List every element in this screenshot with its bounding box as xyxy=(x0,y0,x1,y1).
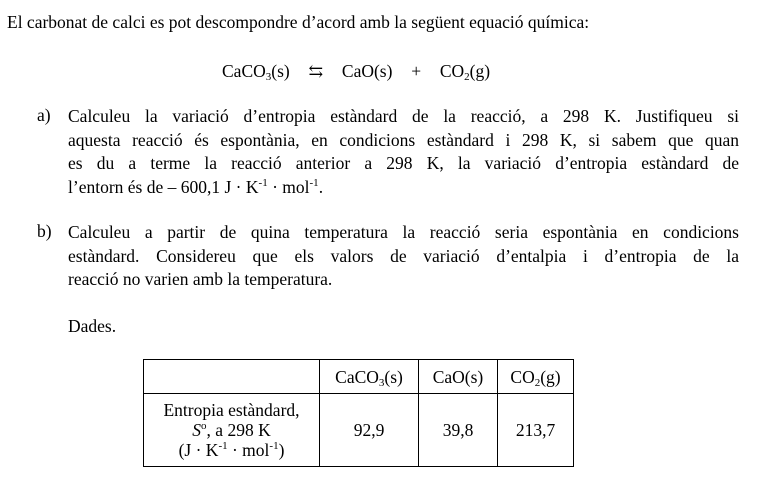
part-b-line: estàndard. Considereu que els valors de variació d’entalpia i d’entropia de la xyxy=(68,245,739,266)
dades-label: Dades. xyxy=(68,316,117,336)
part-a-line: es du a terme la reacció anterior a 298 K, la variació d’entropia estàndard de xyxy=(68,153,739,173)
header-co2: $CO_2(g)$ xyxy=(498,360,574,394)
part-a-line: l’entorn és de – 600,1 $J \cdot K^{-1} \cdot mol^{-1}$. xyxy=(68,176,324,197)
value-caco3: 92,9 xyxy=(320,394,419,467)
header-caco3: CaCO$_3$(s) xyxy=(320,360,419,394)
part-b-line: Calculeu a partir de quina temperatura la reacció seria espontània en condicions xyxy=(68,222,739,242)
product-cao: CaO(s) xyxy=(341,61,393,81)
part-a-line: aquesta reacció és espontània, en condicions estàndard i 298 K, si sabem que quan xyxy=(68,129,739,150)
intro-text: El carbonat de calci es pot descompondre d’acord amb la següent equació química: xyxy=(7,12,590,32)
reactant: CaCO$_3$(s) xyxy=(222,61,290,83)
header-cao: CaO(s) xyxy=(419,360,498,394)
equilibrium-arrow: ⇆ xyxy=(308,61,324,81)
data-table xyxy=(143,359,574,467)
value-cao: 39,8 xyxy=(419,394,498,467)
header-empty-cell xyxy=(144,360,320,394)
row-label-entropy: Entropia estàndard, $S^o$, a 298 K $(J \cdot K^{-1} \cdot mol^{-1})$ xyxy=(144,394,320,467)
value-co2: 213,7 xyxy=(498,394,574,467)
chemical-equation xyxy=(222,61,490,82)
table-row xyxy=(144,394,574,467)
part-a-text xyxy=(68,105,739,199)
part-b-label: b) xyxy=(37,221,52,241)
part-a-line: Calculeu la variació d’entropia estàndard de la reacció, a 298 K. Justifiqueu si xyxy=(68,106,739,126)
table-header-row xyxy=(144,360,574,394)
part-b-line: reacció no varien amb la temperatura. xyxy=(68,269,333,289)
product-co2: $CO_2(g)$ xyxy=(439,61,491,83)
part-b-text xyxy=(68,221,739,292)
part-a-label: a) xyxy=(37,105,51,125)
plus-sign: + xyxy=(411,61,422,81)
